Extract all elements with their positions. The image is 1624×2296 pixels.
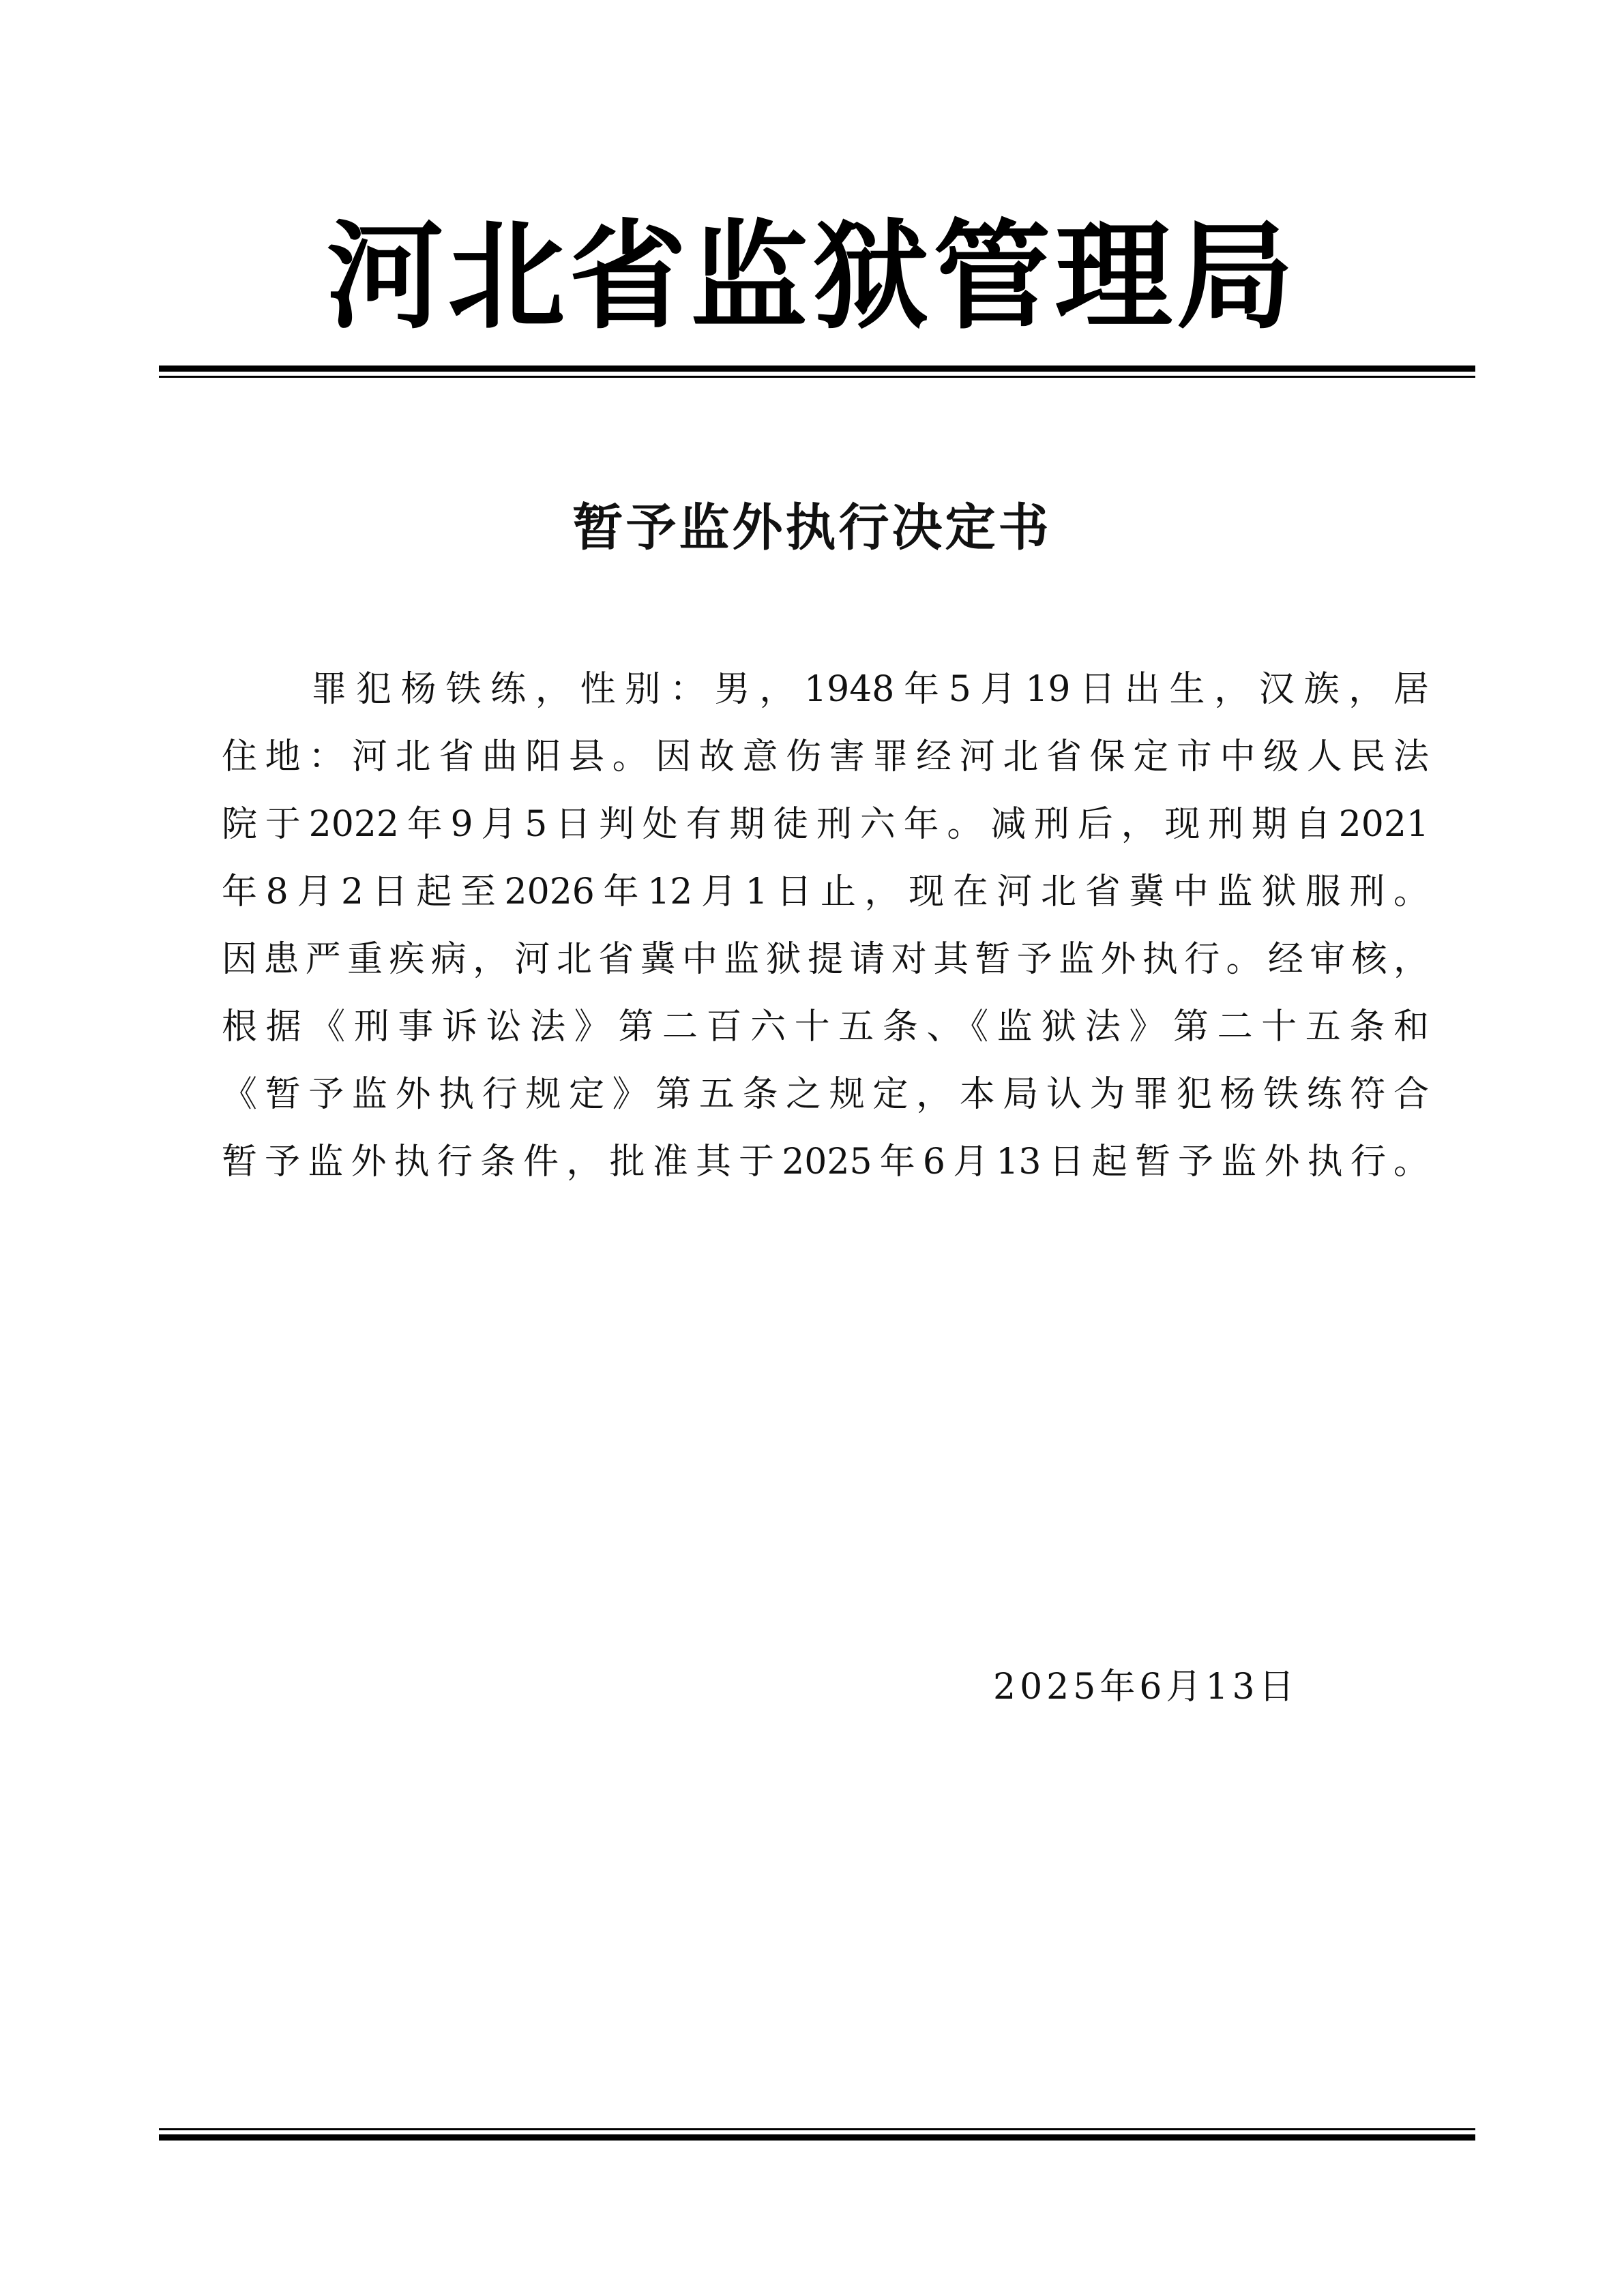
document-date: 2025年6月13日 (993, 1667, 1299, 1708)
body-line: 根据《刑事诉讼法》第二百六十五条、《监狱法》第二十五条和 (222, 1007, 1429, 1047)
agency-letterhead: 河北省监狱管理局 (326, 207, 1298, 345)
body-line: 院于2022年9月5日判处有期徒刑六年。减刑后，现刑期自2021 (222, 804, 1429, 845)
body-line: 《暂予监外执行规定》第五条之规定，本局认为罪犯杨铁练符合 (222, 1074, 1429, 1115)
letterhead-divider-thin (159, 376, 1475, 378)
document-title: 暂予监外执行决定书 (572, 498, 1052, 557)
footer-divider-thick (159, 2134, 1475, 2141)
letterhead-divider-thick (159, 366, 1475, 372)
footer-divider-thin (159, 2128, 1475, 2130)
body-line: 罪犯杨铁练，性别：男，1948年5月19日出生，汉族，居 (222, 669, 1429, 710)
document-body (222, 656, 1429, 1196)
body-line: 暂予监外执行条件，批准其于2025年6月13日起暂予监外执行。 (222, 1142, 1429, 1182)
body-line: 住地：河北省曲阳县。因故意伤害罪经河北省保定市中级人民法 (222, 736, 1429, 777)
body-line: 因患严重疾病，河北省冀中监狱提请对其暂予监外执行。经审核， (222, 939, 1429, 980)
body-line: 年8月2日起至2026年12月1日止，现在河北省冀中监狱服刑。 (222, 871, 1429, 912)
